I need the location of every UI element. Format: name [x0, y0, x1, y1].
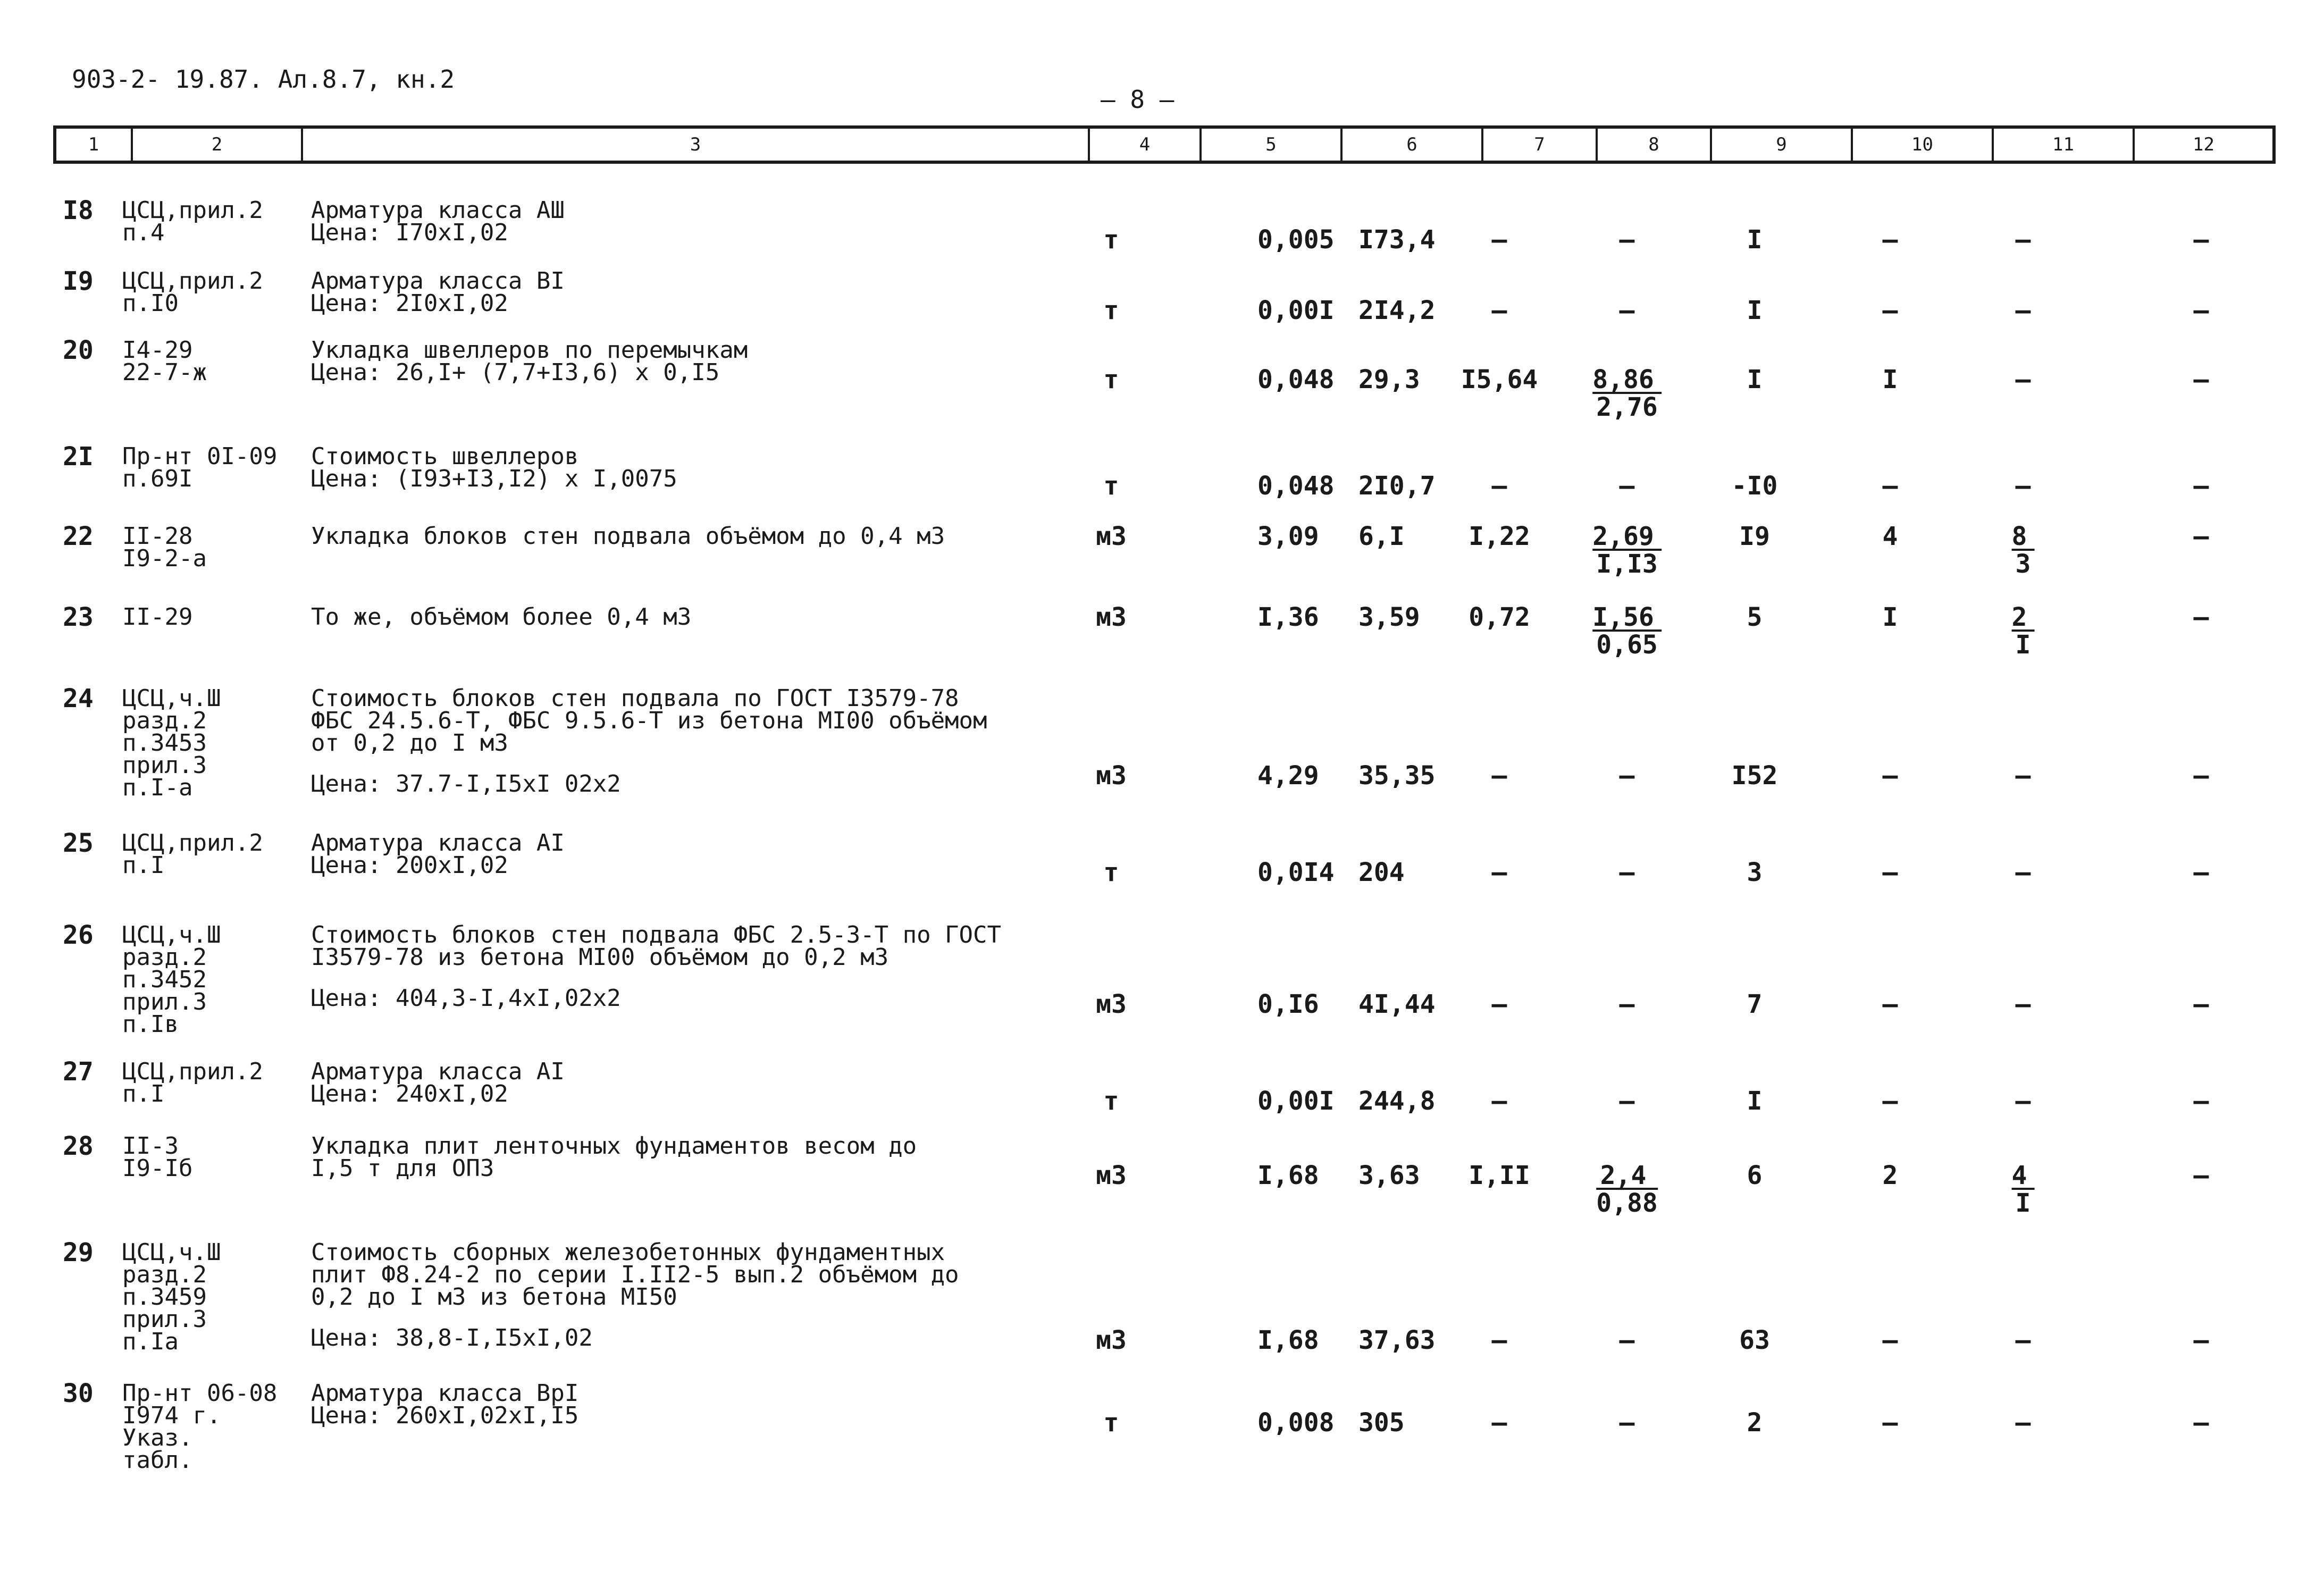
col11-fraction-denominator: I	[2015, 630, 2031, 660]
work-description: Укладка блоков стен подвала объёмом до 0,4 м3	[311, 523, 945, 550]
quantity: 0,048	[1257, 365, 1335, 394]
col9-value: 5	[1747, 602, 1763, 632]
work-description: Арматура класса ВрI Цена: 260хI,02хI,I5	[311, 1380, 579, 1429]
unit-price: 35,35	[1358, 761, 1436, 791]
column-header: 6	[1340, 129, 1481, 161]
row-number: 20	[63, 335, 94, 365]
col12-value: –	[2193, 761, 2209, 791]
col7-value: I,22	[1469, 522, 1530, 551]
price-formula: Цена: 404,3-I,4хI,02х2	[311, 985, 621, 1012]
col11-fraction	[2011, 602, 2035, 660]
norm-reference: Пр-нт 0I-09 п.69I	[122, 443, 278, 492]
col10-value: –	[1882, 225, 1898, 255]
col7-value: –	[1491, 989, 1507, 1019]
col8-fraction-numerator: 2,4	[1596, 1164, 1658, 1190]
col12-value: –	[2193, 225, 2209, 255]
col8-value: –	[1619, 1408, 1635, 1438]
col11-fraction-denominator: I	[2015, 1188, 2031, 1218]
col11-value: –	[2015, 471, 2031, 501]
col12-value: –	[2193, 858, 2209, 887]
col10-value: –	[1882, 858, 1898, 887]
quantity: 0,0I4	[1257, 858, 1335, 887]
col12-value: –	[2193, 602, 2209, 632]
col9-value: I	[1747, 1086, 1763, 1116]
col7-value: I5,64	[1461, 365, 1538, 394]
quantity: I,68	[1257, 1325, 1319, 1355]
unit: т	[1103, 365, 1119, 394]
col8-value: –	[1619, 296, 1635, 325]
column-header: 11	[1992, 129, 2133, 161]
col10-value: 2	[1882, 1161, 1898, 1190]
unit-price: 305	[1358, 1408, 1405, 1438]
unit-price: 3,63	[1358, 1161, 1420, 1190]
row-number: 27	[63, 1057, 94, 1087]
col9-value: I	[1747, 296, 1763, 325]
column-header-strip	[53, 125, 2276, 164]
col9-value: I9	[1739, 522, 1770, 551]
norm-reference: II-29	[122, 603, 193, 631]
col10-value: –	[1882, 471, 1898, 501]
col12-value: –	[2193, 365, 2209, 394]
quantity: 0,008	[1257, 1408, 1335, 1438]
col11-value: –	[2015, 1325, 2031, 1355]
column-header: 4	[1088, 129, 1199, 161]
col7-value: 0,72	[1469, 602, 1530, 632]
column-header: 9	[1710, 129, 1851, 161]
col11-value: –	[2015, 1408, 2031, 1438]
col8-fraction	[1592, 602, 1662, 660]
unit: м3	[1096, 761, 1127, 791]
unit: т	[1103, 471, 1119, 501]
unit: т	[1103, 296, 1119, 325]
quantity: I,68	[1257, 1161, 1319, 1190]
col9-value: 3	[1747, 858, 1763, 887]
row-number: I9	[63, 266, 94, 296]
col12-value: –	[2193, 1408, 2209, 1438]
col8-value: –	[1619, 471, 1635, 501]
unit-price: 2I4,2	[1358, 296, 1436, 325]
col12-value: –	[2193, 989, 2209, 1019]
col8-fraction	[1592, 365, 1662, 422]
row-number: 30	[63, 1379, 94, 1408]
work-description: Укладка швеллеров по перемычкам Цена: 26,I+ (7,7+I3,6) х 0,I5	[311, 337, 748, 386]
quantity: 0,048	[1257, 471, 1335, 501]
quantity: 0,I6	[1257, 989, 1319, 1019]
col7-value: –	[1491, 296, 1507, 325]
unit: т	[1103, 1086, 1119, 1116]
row-number: 2I	[63, 442, 94, 472]
column-header: 8	[1596, 129, 1710, 161]
norm-reference: ЦСЦ,прил.2 п.I0	[122, 267, 263, 317]
work-description: Укладка плит ленточных фундаментов весом до I,5 т для ОПЗ	[311, 1132, 917, 1182]
col7-value: –	[1491, 858, 1507, 887]
col10-value: –	[1882, 1086, 1898, 1116]
norm-reference: ЦСЦ,ч.Ш разд.2 п.3452 прил.3 п.Iв	[122, 921, 221, 1038]
row-number: 26	[63, 920, 94, 950]
col11-fraction-denominator: 3	[2015, 549, 2031, 579]
unit-price: 204	[1358, 858, 1405, 887]
row-number: 28	[63, 1131, 94, 1161]
col10-value: –	[1882, 1408, 1898, 1438]
col11-fraction	[2011, 1161, 2035, 1218]
row-number: 22	[63, 522, 94, 551]
norm-reference: II-28 I9-2-а	[122, 523, 207, 572]
col11-value: –	[2015, 858, 2031, 887]
col8-value: –	[1619, 858, 1635, 887]
unit-price: 4I,44	[1358, 989, 1436, 1019]
col8-value: –	[1619, 1325, 1635, 1355]
col9-value: 6	[1747, 1161, 1763, 1190]
col10-value: I	[1882, 365, 1898, 394]
col12-value: –	[2193, 1161, 2209, 1190]
work-description: Арматура класса BI Цена: 2I0хI,02	[311, 267, 565, 317]
col8-value: –	[1619, 989, 1635, 1019]
unit: м3	[1096, 989, 1127, 1019]
col8-value: –	[1619, 225, 1635, 255]
col9-value: I52	[1731, 761, 1778, 791]
quantity: 4,29	[1257, 761, 1319, 791]
col8-fraction-numerator: I,56	[1592, 606, 1662, 632]
work-description: Арматура класса АШ Цена: I70хI,02	[311, 197, 565, 246]
norm-reference: ЦСЦ,ч.Ш разд.2 п.3459 прил.3 п.Iа	[122, 1239, 221, 1355]
unit-price: 37,63	[1358, 1325, 1436, 1355]
col10-value: –	[1882, 989, 1898, 1019]
unit-price: 3,59	[1358, 602, 1420, 632]
col12-value: –	[2193, 1325, 2209, 1355]
work-description: Стоимость швеллеров Цена: (I93+I3,I2) х I,0075	[311, 443, 677, 492]
col10-value: 4	[1882, 522, 1898, 551]
col11-fraction-numerator: 2	[2012, 606, 2035, 632]
column-header: 7	[1481, 129, 1596, 161]
col7-value: –	[1491, 1325, 1507, 1355]
work-description: Арматура класса АI Цена: 200хI,02	[311, 829, 565, 879]
column-header: 3	[301, 129, 1088, 161]
col8-value: –	[1619, 761, 1635, 791]
page-number: — 8 —	[1101, 85, 1174, 114]
norm-reference: II-3 I9-Iб	[122, 1132, 193, 1182]
work-description: Стоимость блоков стен подвала по ГОСТ I3579-78 ФБС 24.5.6-Т, ФБС 9.5.6-Т из бетона МI00 объёмом от 0,2 до I м3	[311, 685, 987, 757]
col8-fraction-denominator: I,I3	[1596, 549, 1658, 579]
col12-value: –	[2193, 471, 2209, 501]
price-formula: Цена: 37.7-I,I5хI 02х2	[311, 770, 621, 797]
col7-value: I,II	[1469, 1161, 1530, 1190]
unit-price: 29,3	[1358, 365, 1420, 394]
col11-value: –	[2015, 296, 2031, 325]
col7-value: –	[1491, 225, 1507, 255]
col11-value: –	[2015, 989, 2031, 1019]
unit: т	[1103, 225, 1119, 255]
col9-value: 63	[1739, 1325, 1770, 1355]
col11-fraction-numerator: 4	[2012, 1164, 2035, 1190]
col11-value: –	[2015, 365, 2031, 394]
unit-price: 244,8	[1358, 1086, 1436, 1116]
quantity: 0,005	[1257, 225, 1335, 255]
unit: т	[1103, 1408, 1119, 1438]
row-number: 25	[63, 828, 94, 858]
col9-value: I	[1747, 225, 1763, 255]
unit: т	[1103, 858, 1119, 887]
quantity: 0,00I	[1257, 1086, 1335, 1116]
col10-value: I	[1882, 602, 1898, 632]
col10-value: –	[1882, 761, 1898, 791]
row-number: 23	[63, 602, 94, 632]
col8-fraction	[1596, 1161, 1658, 1218]
col8-value: –	[1619, 1086, 1635, 1116]
column-header: 10	[1851, 129, 1992, 161]
col8-fraction	[1592, 522, 1662, 579]
quantity: 0,00I	[1257, 296, 1335, 325]
quantity: I,36	[1257, 602, 1319, 632]
quantity: 3,09	[1257, 522, 1319, 551]
col11-value: –	[2015, 1086, 2031, 1116]
unit: м3	[1096, 522, 1127, 551]
col10-value: –	[1882, 1325, 1898, 1355]
col10-value: –	[1882, 296, 1898, 325]
unit: м3	[1096, 1325, 1127, 1355]
column-header: 5	[1199, 129, 1340, 161]
col9-value: I	[1747, 365, 1763, 394]
norm-reference: Пр-нт 06-08 I974 г. Указ. табл.	[122, 1380, 278, 1474]
col11-fraction	[2011, 522, 2035, 579]
col8-fraction-numerator: 2,69	[1592, 525, 1662, 551]
work-description: Стоимость блоков стен подвала ФБС 2.5-3-Т по ГОСТ I3579-78 из бетона МI00 объёмом до 0,2 м3	[311, 921, 1002, 971]
col8-fraction-numerator: 8,86	[1592, 368, 1662, 394]
col8-fraction-denominator: 0,65	[1596, 630, 1658, 660]
unit: м3	[1096, 602, 1127, 632]
norm-reference: ЦСЦ,ч.Ш разд.2 п.3453 прил.3 п.I-а	[122, 685, 221, 801]
norm-reference: ЦСЦ,прил.2 п.I	[122, 1058, 263, 1107]
unit-price: 2I0,7	[1358, 471, 1436, 501]
col12-value: –	[2193, 296, 2209, 325]
row-number: I8	[63, 196, 94, 225]
unit: м3	[1096, 1161, 1127, 1190]
unit-price: I73,4	[1358, 225, 1436, 255]
norm-reference: ЦСЦ,прил.2 п.4	[122, 197, 263, 246]
price-formula: Цена: 38,8-I,I5хI,02	[311, 1324, 593, 1351]
col7-value: –	[1491, 761, 1507, 791]
col9-value: 7	[1747, 989, 1763, 1019]
work-description: Стоимость сборных железобетонных фундаментных плит Ф8.24-2 по серии I.II2-5 вып.2 объёмом до 0,2 до I м3 из бетона МI50	[311, 1239, 959, 1311]
col7-value: –	[1491, 1408, 1507, 1438]
col11-value: –	[2015, 225, 2031, 255]
col11-fraction-numerator: 8	[2012, 525, 2035, 551]
col12-value: –	[2193, 522, 2209, 551]
col8-fraction-denominator: 2,76	[1596, 392, 1658, 422]
column-header: 2	[131, 129, 301, 161]
norm-reference: ЦСЦ,прил.2 п.I	[122, 829, 263, 879]
work-description: То же, объёмом более 0,4 м3	[311, 603, 692, 631]
col8-fraction-denominator: 0,88	[1596, 1188, 1658, 1218]
col9-value: -I0	[1731, 471, 1778, 501]
row-number: 24	[63, 684, 94, 713]
page-code: 903-2- 19.87. Ал.8.7, кн.2	[72, 65, 455, 94]
col7-value: –	[1491, 1086, 1507, 1116]
unit-price: 6,I	[1358, 522, 1405, 551]
col12-value: –	[2193, 1086, 2209, 1116]
column-header: 12	[2133, 129, 2272, 161]
norm-reference: I4-29 22-7-ж	[122, 337, 207, 386]
col9-value: 2	[1747, 1408, 1763, 1438]
col7-value: –	[1491, 471, 1507, 501]
col11-value: –	[2015, 761, 2031, 791]
work-description: Арматура класса АI Цена: 240хI,02	[311, 1058, 565, 1107]
column-header: 1	[88, 134, 99, 155]
row-number: 29	[63, 1238, 94, 1267]
